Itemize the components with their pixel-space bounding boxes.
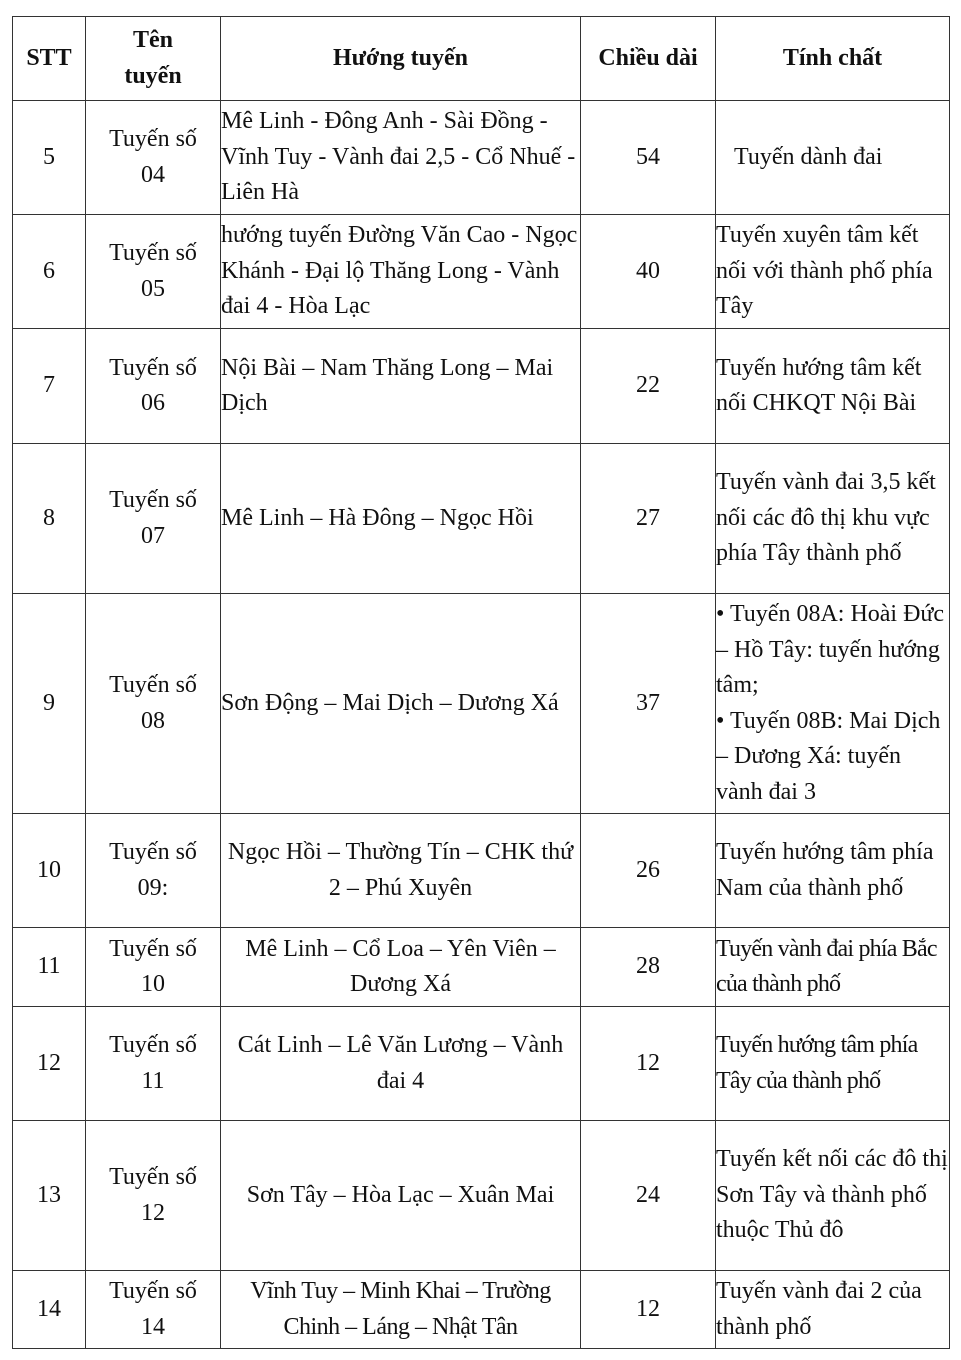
route-name-line1: Tuyến số	[109, 672, 197, 698]
route-name-line2: 14	[141, 1313, 165, 1340]
nature-cell	[716, 928, 950, 1007]
direction-cell: Sơn Động – Mai Dịch – Dương Xá	[221, 594, 581, 814]
route-name-line2: 11	[141, 1067, 165, 1094]
table-row	[13, 814, 950, 928]
route-name-cell	[86, 444, 221, 594]
length-cell: 27	[581, 444, 716, 594]
table-row	[13, 1121, 950, 1271]
direction-cell: Cát Linh – Lê Văn Lương – Vành đai 4	[221, 1007, 581, 1121]
nature-text: Tuyến xuyên tâm kết nối với thành phố phía Tây	[716, 222, 933, 320]
route-name-line1: Tuyến số	[109, 1032, 197, 1058]
route-name-line1: Tuyến số	[109, 1164, 197, 1190]
direction-cell: Mê Linh - Đông Anh - Sài Đồng - Vĩnh Tuy - Vành đai 2,5 - Cổ Nhuế - Liên Hà	[221, 101, 581, 215]
nature-cell	[716, 1007, 950, 1121]
stt-cell: 5	[13, 101, 86, 215]
route-name-line2: 09:	[137, 874, 169, 901]
length-cell: 54	[581, 101, 716, 215]
routes-table	[12, 16, 950, 1349]
stt-cell: 8	[13, 444, 86, 594]
route-name-cell	[86, 1007, 221, 1121]
route-name-line2: 10	[141, 971, 165, 997]
header-route-name-line2: tuyến	[124, 62, 182, 89]
stt-cell: 7	[13, 329, 86, 444]
stt-cell: 14	[13, 1271, 86, 1349]
route-name-line1: Tuyến số	[109, 354, 197, 381]
nature-text: Tuyến dành đai	[734, 143, 883, 170]
length-cell: 37	[581, 594, 716, 814]
direction-cell: Vĩnh Tuy – Minh Khai – Trường Chinh – Láng – Nhật Tân	[221, 1271, 581, 1349]
route-name-line1: Tuyến số	[109, 839, 197, 865]
length-cell: 22	[581, 329, 716, 444]
table-row	[13, 215, 950, 329]
table-row	[13, 101, 950, 215]
length-cell: 24	[581, 1121, 716, 1271]
route-name-line1: Tuyến số	[109, 1278, 197, 1304]
stt-cell: 10	[13, 814, 86, 928]
nature-cell	[716, 101, 950, 215]
table-row	[13, 329, 950, 444]
route-name-line2: 05	[141, 275, 165, 302]
nature-bullet-2: • Tuyến 08B: Mai Dịch – Dương Xá: tuyến vành đai 3	[716, 707, 941, 805]
route-name-cell	[86, 928, 221, 1007]
length-cell: 12	[581, 1271, 716, 1349]
route-name-line1: Tuyến số	[109, 487, 197, 513]
route-name-line2: 07	[141, 522, 165, 549]
nature-cell	[716, 594, 950, 814]
nature-text: Tuyến hướng tâm kết nối CHKQT Nội Bài	[716, 354, 922, 416]
header-nature: Tính chất	[716, 17, 950, 101]
table-row	[13, 928, 950, 1007]
stt-cell: 12	[13, 1007, 86, 1121]
direction-cell: Ngọc Hồi – Thường Tín – CHK thứ 2 – Phú Xuyên	[221, 814, 581, 928]
nature-bullet-1: • Tuyến 08A: Hoài Đức – Hồ Tây: tuyến hướng tâm;	[716, 601, 945, 698]
nature-text: Tuyến vành đai 3,5 kết nối các đô thị khu vực phía Tây thành phố	[716, 469, 936, 567]
nature-cell	[716, 444, 950, 594]
length-cell: 26	[581, 814, 716, 928]
header-stt: STT	[13, 17, 86, 101]
direction-cell: Mê Linh – Hà Đông – Ngọc Hồi	[221, 444, 581, 594]
nature-cell	[716, 1121, 950, 1271]
header-route-name	[86, 17, 221, 101]
stt-cell: 11	[13, 928, 86, 1007]
nature-cell	[716, 1271, 950, 1349]
nature-text: Tuyến vành đai phía Bắc của thành phố	[716, 935, 937, 997]
direction-cell: hướng tuyến Đường Văn Cao - Ngọc Khánh - Đại lộ Thăng Long - Vành đai 4 - Hòa Lạc	[221, 215, 581, 329]
route-name-line1: Tuyến số	[109, 935, 197, 962]
direction-cell: Nội Bài – Nam Thăng Long – Mai Dịch	[221, 329, 581, 444]
header-direction: Hướng tuyến	[221, 17, 581, 101]
route-name-cell	[86, 1271, 221, 1349]
route-name-line2: 06	[141, 390, 165, 416]
table-row	[13, 594, 950, 814]
route-name-cell	[86, 101, 221, 215]
route-name-line1: Tuyến số	[109, 240, 197, 266]
direction-cell: Mê Linh – Cổ Loa – Yên Viên – Dương Xá	[221, 928, 581, 1007]
route-name-line1: Tuyến số	[109, 126, 197, 152]
route-name-cell	[86, 594, 221, 814]
route-name-cell	[86, 1121, 221, 1271]
stt-cell: 9	[13, 594, 86, 814]
route-name-line2: 12	[141, 1199, 165, 1226]
route-name-cell	[86, 215, 221, 329]
stt-cell: 6	[13, 215, 86, 329]
table-row	[13, 444, 950, 594]
stt-cell: 13	[13, 1121, 86, 1271]
header-route-name-line1: Tên	[132, 27, 173, 53]
route-name-line2: 04	[141, 161, 165, 188]
nature-cell	[716, 814, 950, 928]
header-length: Chiều dài	[581, 17, 716, 101]
length-cell: 40	[581, 215, 716, 329]
length-cell: 12	[581, 1007, 716, 1121]
route-name-cell	[86, 814, 221, 928]
nature-text: Tuyến vành đai 2 của thành phố	[716, 1278, 922, 1340]
nature-cell	[716, 215, 950, 329]
nature-text: Tuyến kết nối các đô thị Sơn Tây và thành phố thuộc Thủ đô	[716, 1146, 948, 1244]
table-row	[13, 1271, 950, 1349]
nature-text: Tuyến hướng tâm phía Tây của thành phố	[716, 1032, 918, 1094]
nature-text: Tuyến hướng tâm phía Nam của thành phố	[716, 839, 934, 901]
table-row	[13, 1007, 950, 1121]
direction-cell: Sơn Tây – Hòa Lạc – Xuân Mai	[221, 1121, 581, 1271]
nature-cell	[716, 329, 950, 444]
header-row	[13, 17, 950, 101]
route-name-cell	[86, 329, 221, 444]
route-name-line2: 08	[141, 707, 165, 734]
length-cell: 28	[581, 928, 716, 1007]
page-bottom-margin	[0, 1350, 961, 1360]
